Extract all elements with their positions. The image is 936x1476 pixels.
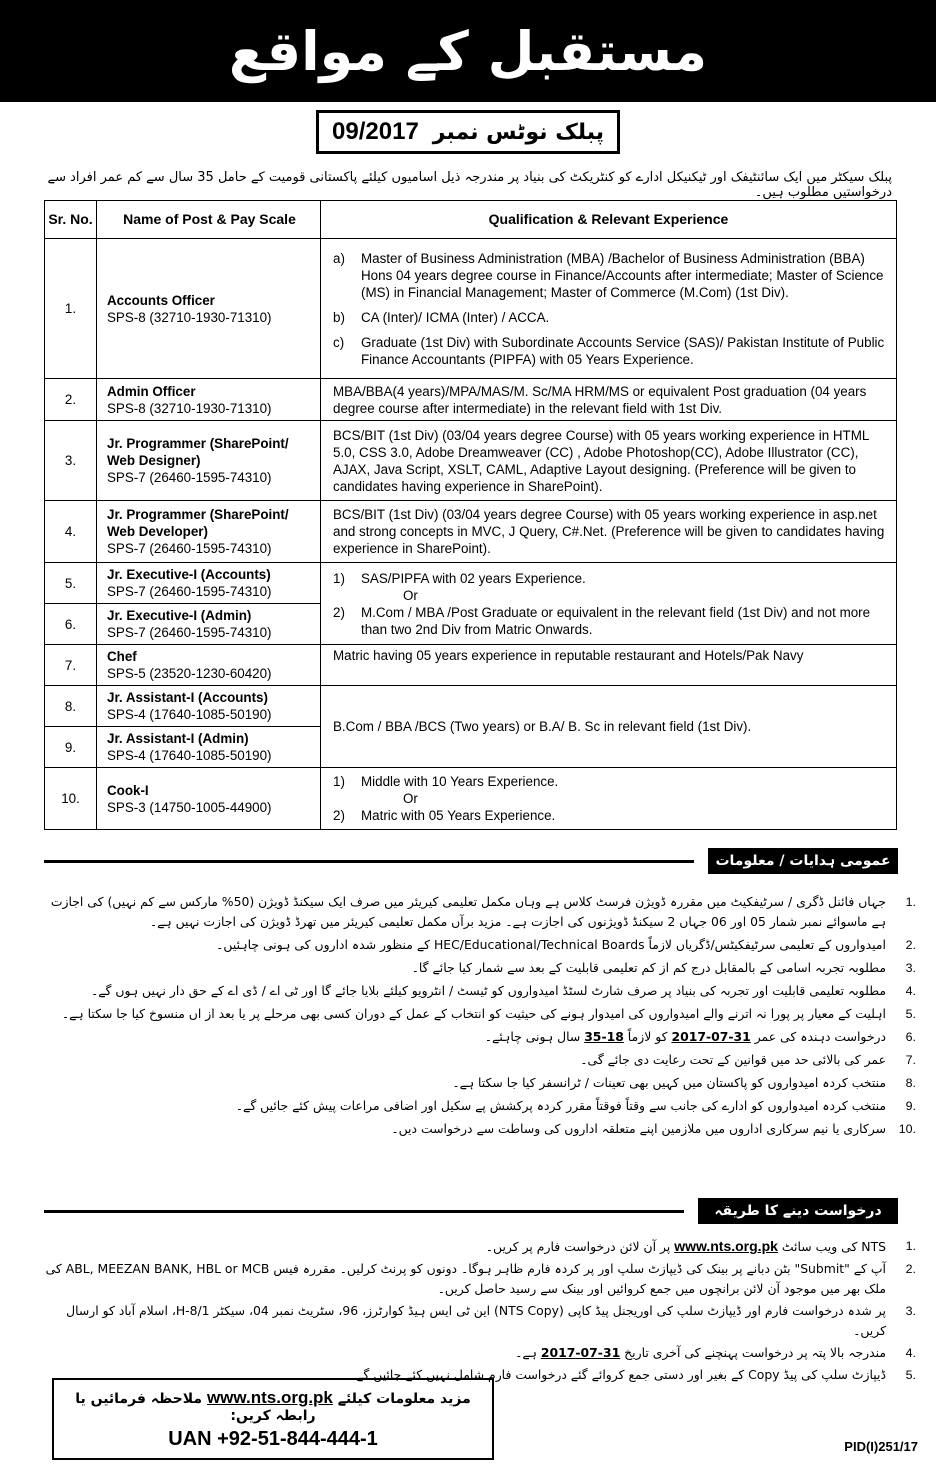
qualification-item (333, 250, 888, 301)
qualification-cell (321, 239, 897, 379)
qualification-item (333, 334, 888, 368)
item-number: 4. (905, 984, 916, 998)
sr-cell: 6. (45, 604, 97, 645)
item-text: منتخب کردہ امیدواروں کو پاکستان میں کہیں بھی تعینات / ٹرانسفر کیا جا سکتا ہے۔ (452, 1075, 886, 1090)
sr-cell: 3. (45, 421, 97, 501)
post-name: Cook-I (107, 782, 149, 798)
item-text: Graduate (1st Div) with Subordinate Accounts Service (SAS)/ Pakistan Institute of Public Finance Accountants (PIPFA) with 05 Years Experience. (361, 334, 885, 367)
post-cell (97, 421, 321, 501)
item-number: 10. (898, 1122, 916, 1136)
item-number: 5. (905, 1007, 916, 1021)
list-item (38, 981, 916, 1001)
item-label: 1) (333, 774, 345, 789)
item-text: امیدواروں کے تعلیمی سرٹیفکیٹس/ڈگریاں لازماً HEC/Educational/Technical Boards کے منظور شدہ اداروں کی ہونی چاہئیں۔ (216, 937, 886, 952)
general-instructions-heading: عمومی ہدایات / معلومات (708, 848, 898, 874)
contact-box (52, 1378, 494, 1460)
item-number: 1. (905, 895, 916, 909)
item-text: Middle with 10 Years Experience. (361, 774, 559, 789)
table-header-row (45, 201, 897, 239)
post-cell (97, 379, 321, 421)
section-divider (44, 1210, 684, 1213)
item-label: 1) (333, 570, 345, 586)
age-text-3: سال ہونی چاہئے۔ (484, 1029, 581, 1044)
how-to-apply-list (38, 1236, 916, 1385)
age-date: 31-07-2017 (671, 1029, 751, 1044)
posts-table (44, 200, 897, 830)
deadline-date: 31-07-2017 (540, 1345, 621, 1360)
table-row (45, 686, 897, 727)
post-name: Jr. Assistant-I (Admin) (107, 731, 249, 746)
post-cell (97, 727, 321, 768)
list-item (38, 958, 916, 978)
post-name: Jr. Assistant-I (Accounts) (107, 690, 268, 705)
list-item (38, 935, 916, 955)
uan-number: UAN +92-51-844-444-1 (168, 1428, 378, 1450)
item-text (38, 1343, 886, 1363)
list-item (38, 1236, 916, 1257)
list-item (38, 1027, 916, 1047)
sr-cell: 9. (45, 727, 97, 768)
post-cell (97, 604, 321, 645)
item-text: مطلوبہ تجربہ اسامی کے بالمقابل درج کم از کم تعلیمی قابلیت کے بعد سے شمار کیا جائے گا۔ (411, 960, 886, 975)
nts-website-link[interactable]: www.nts.org.pk (674, 1238, 778, 1254)
item-text: ڈیپازٹ سلپ کی پیڈ Copy کے بغیر اور دستی جمع کروائے گئے درخواست فارم شامل نہیں کئے جائیں گے۔ (348, 1367, 886, 1382)
section-divider (44, 860, 694, 863)
item-text: مطلوبہ تعلیمی قابلیت اور تجربہ کی بنیاد پر صرف شارٹ لسٹڈ امیدواروں کو ٹیسٹ / انٹرویو کیلئے بلایا جائے گا اور ٹی اے / ڈی اے کے حق دار نہیں ہوں گے۔ (91, 983, 886, 998)
list-item (38, 1073, 916, 1093)
sr-cell: 7. (45, 645, 97, 686)
item-text: M.Com / MBA /Post Graduate or equivalent in the relevant field (1st Div) and not more than two 2nd Div from Matric Onwards. (361, 604, 871, 637)
sr-cell: 10. (45, 768, 97, 830)
banner-title: مستقبل کے مواقع (228, 19, 708, 83)
pay-scale: SPS-4 (17640-1085-50190) (107, 707, 272, 722)
item-number: 3. (905, 1304, 916, 1318)
item-text: جہاں فائنل ڈگری / سرٹیفکیٹ میں مقررہ ڈویژن فرسٹ کلاس ہے وہاں مکمل تعلیمی کیریئر میں صرف ایک سیکنڈ ڈویژن (50% مارکس سے کم نہیں) کی اجازت ہے ماسوائے نمبر شمار 05 اور 06 جہاں 2 سیکنڈ ڈویژنوں کی اجازت ہے۔ مزید برآں مکمل تعلیمی کیریئر میں تھرڈ ڈویژن کی اجازت نہیں ہے۔ (50, 894, 886, 929)
contact-suffix: ملاحظہ فرمائیں یا رابطہ کریں: (75, 1391, 316, 1424)
item-label: b) (333, 309, 345, 325)
table-row (45, 239, 897, 379)
header-qualification: Qualification & Relevant Experience (321, 201, 897, 239)
pay-scale: SPS-7 (26460-1595-74310) (107, 625, 272, 640)
table-row (45, 645, 897, 686)
notice-label: پبلک نوٹس نمبر (432, 119, 604, 145)
post-name: Jr. Executive-I (Accounts) (107, 567, 271, 582)
item-text: Master of Business Administration (MBA) /Bachelor of Business Administration (BBA) Hons 04 years degree course in Finance/Accounts after intermediate; Master of Science (MS) in Financial Management; Master of Commerce (M.Com) (1st Div). (361, 250, 884, 300)
item-number: 6. (905, 1030, 916, 1044)
notice-number: 09/2017 (332, 118, 419, 145)
pay-scale: SPS-7 (26460-1595-74310) (107, 584, 272, 599)
table-row (45, 768, 897, 830)
item-number: 5. (905, 1368, 916, 1382)
qualification-item (333, 807, 888, 824)
qualification-cell: MBA/BBA(4 years)/MPA/MAS/M. Sc/MA HRM/MS or equivalent Post graduation (04 years degree course after intermediate) in the relevant field with 1st Div. (321, 379, 897, 421)
header-sr: Sr. No. (45, 201, 97, 239)
header-post: Name of Post & Pay Scale (97, 201, 321, 239)
post-cell (97, 501, 321, 563)
post-name: Jr. Executive-I (Admin) (107, 608, 252, 623)
list-item (38, 1096, 916, 1116)
pid-code: PID(I)251/17 (844, 1439, 918, 1454)
post-cell (97, 768, 321, 830)
item-label: c) (333, 334, 345, 350)
item-number: 2. (905, 1262, 916, 1276)
qualification-item (333, 570, 888, 587)
public-notice-box (316, 110, 620, 154)
pay-scale: SPS-5 (23520-1230-60420) (107, 666, 272, 681)
list-item (38, 1259, 916, 1299)
item-text: منتخب کردہ امیدواروں کو ادارے کی جانب سے وقتاً فوقتاً مقرر کردہ پرکشش پے سکیل اور اضافی مراعات پیش کئے جائیں گے۔ (235, 1098, 886, 1113)
deadline-text-1: مندرجہ بالا پتہ پر درخواست پہنچنے کی آخری تاریخ (624, 1345, 886, 1360)
how-to-apply-heading: درخواست دینے کا طریقہ (698, 1198, 898, 1224)
post-cell (97, 645, 321, 686)
contact-info-line (54, 1388, 492, 1424)
table-row (45, 563, 897, 604)
pay-scale: SPS-7 (26460-1595-74310) (107, 541, 272, 556)
item-text: پر شدہ درخواست فارم اور ڈیپازٹ سلپ کی اوریجنل پیڈ کاپی (NTS Copy) این ٹی ایس ہیڈ کوارٹرز، 96، سٹریٹ نمبر 04، سیکٹر H-8/1، اسلام آباد کو ارسال کریں۔ (66, 1303, 886, 1338)
qualification-cell (321, 563, 897, 645)
table-row (45, 421, 897, 501)
item-number: 3. (905, 961, 916, 975)
qualification-item (333, 309, 888, 326)
apply-text-2: پر آن لائن درخواست فارم پر کریں۔ (485, 1239, 671, 1254)
post-name: Accounts Officer (107, 292, 215, 308)
qualification-item (333, 773, 888, 790)
pay-scale: SPS-4 (17640-1085-50190) (107, 748, 272, 763)
qualification-cell: B.Com / BBA /BCS (Two years) or B.A/ B. Sc in relevant field (1st Div). (321, 686, 897, 768)
item-text (38, 1236, 886, 1257)
item-text: آپ کے "Submit" بٹن دبانے پر بینک کی ڈیپازٹ سلپ اور پر کردہ فارم ظاہر ہوگا۔ دونوں کو پرنٹ کرلیں۔ مقررہ فیس ABL, MEEZAN BANK, HBL or MCB کی ملک بھر میں موجود آن لائن برانچوں میں جمع کروائیں اور بینک سے رسید حاصل کریں۔ (45, 1261, 886, 1296)
qualification-cell: BCS/BIT (1st Div) (03/04 years degree Course) with 05 years working experience in asp.net and strong concepts in MVC, J Query, C#.Net. (Preference will be given to candidates having experience in SharePoint). (321, 501, 897, 563)
qualification-cell: BCS/BIT (1st Div) (03/04 years degree Course) with 05 years working experience in HTML 5.0, CSS 3.0, Adobe Dreamweaver (CC) , Adobe Photoshop(CC), Adobe Illustrator (CC), AJAX, Java Script, XSLT, CAML, Adaptive Layout designing. (Preference will be given to candidates having experience in SharePoint). (321, 421, 897, 501)
item-text: سرکاری یا نیم سرکاری اداروں میں ملازمین اپنے متعلقہ اداروں کی وساطت سے درخواست دیں۔ (391, 1121, 886, 1136)
pay-scale: SPS-7 (26460-1595-74310) (107, 470, 272, 485)
list-item (38, 1050, 916, 1070)
age-range: 18-35 (584, 1029, 624, 1044)
item-number: 1. (905, 1239, 916, 1253)
qualification-cell: Matric having 05 years experience in reputable restaurant and Hotels/Pak Navy (321, 645, 897, 686)
item-text: Matric with 05 Years Experience. (361, 808, 556, 823)
or-label: Or (403, 791, 418, 806)
deadline-text-2: ہے۔ (515, 1345, 537, 1360)
item-text: CA (Inter)/ ICMA (Inter) / ACCA. (361, 309, 550, 325)
item-text: اہلیت کے معیار پر پورا نہ اترنے والے امیدواروں کی امیدوار ہونے کی حیثیت کو انتخاب کے عمل کے دوران کسی بھی مرحلے پر یا بعد از اں منسوخ کیا جا سکتا ہے۔ (61, 1006, 886, 1021)
pay-scale: SPS-3 (14750-1005-44900) (107, 799, 272, 815)
sr-cell: 4. (45, 501, 97, 563)
age-text-1: درخواست دہندہ کی عمر (754, 1029, 886, 1044)
item-number: 9. (905, 1099, 916, 1113)
post-name: Admin Officer (107, 383, 196, 399)
sr-cell: 5. (45, 563, 97, 604)
contact-prefix: مزید معلومات کیلئے (337, 1391, 471, 1407)
age-text-2: کو لازماً (627, 1029, 668, 1044)
item-text: عمر کی بالائی حد میں قوانین کے تحت رعایت دی جائے گی۔ (580, 1052, 886, 1067)
item-label: a) (333, 250, 345, 266)
item-number: 8. (905, 1076, 916, 1090)
general-instructions-list (38, 892, 916, 1139)
pay-scale: SPS-8 (32710-1930-71310) (107, 309, 272, 325)
item-number: 7. (905, 1053, 916, 1067)
header-banner (0, 0, 936, 102)
post-cell (97, 239, 321, 379)
sr-cell: 2. (45, 379, 97, 421)
or-label: Or (403, 587, 418, 603)
list-item (38, 892, 916, 932)
list-item (38, 1119, 916, 1139)
list-item (38, 1301, 916, 1341)
post-cell (97, 563, 321, 604)
list-item (38, 1343, 916, 1363)
item-text: SAS/PIPFA with 02 years Experience. (361, 570, 586, 586)
post-name: Jr. Programmer (SharePoint/ Web Developer) (107, 507, 289, 539)
post-cell (97, 686, 321, 727)
item-text (38, 1027, 886, 1047)
post-name: Jr. Programmer (SharePoint/ Web Designer) (107, 436, 289, 468)
post-name: Chef (107, 649, 137, 664)
qualification-cell (321, 768, 897, 830)
contact-website-link[interactable]: www.nts.org.pk (206, 1388, 333, 1407)
sr-cell: 1. (45, 239, 97, 379)
sr-cell: 8. (45, 686, 97, 727)
table-row (45, 501, 897, 563)
intro-text: پبلک سیکٹر میں ایک سائنٹیفک اور ٹیکنیکل ادارے کو کنٹریکٹ کی بنیاد پر مندرجہ ذیل اسامیوں کیلئے پاکستانی قومیت کے حامل 35 سال سے کم عمر افراد سے درخواستیں مطلوب ہیں۔ (47, 170, 892, 200)
list-item (38, 1004, 916, 1024)
item-number: 2. (905, 938, 916, 952)
qualification-item (333, 604, 888, 638)
pay-scale: SPS-8 (32710-1930-71310) (107, 400, 272, 416)
item-number: 4. (905, 1346, 916, 1360)
table-row (45, 379, 897, 421)
item-label: 2) (333, 808, 345, 823)
apply-text-1: NTS کی ویب سائٹ (781, 1239, 886, 1254)
item-label: 2) (333, 604, 345, 620)
